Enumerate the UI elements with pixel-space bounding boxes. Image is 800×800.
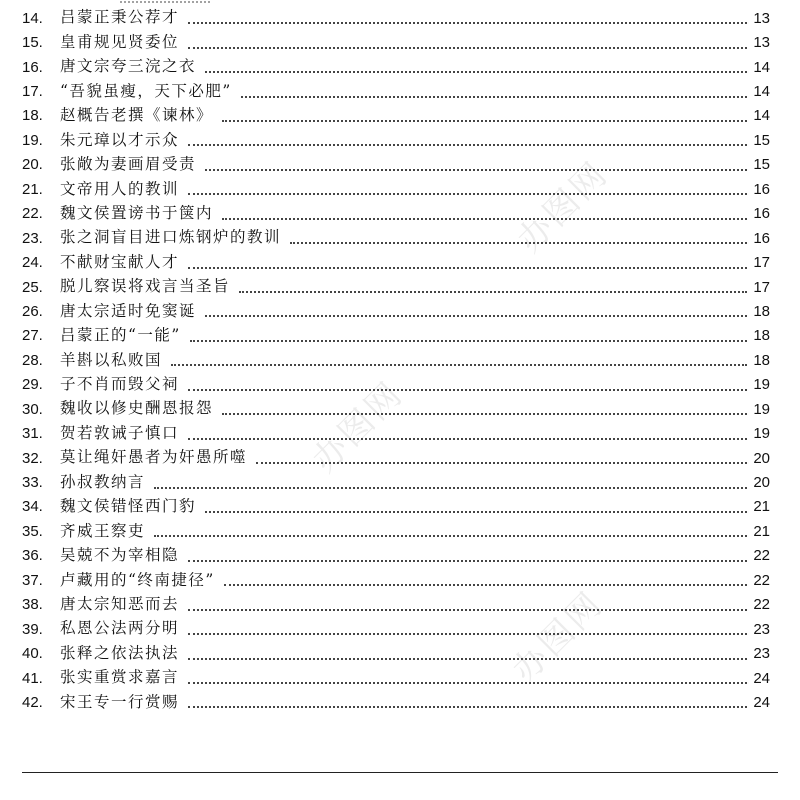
entry-title[interactable]: “吾貌虽瘦，天下必肥” [60, 81, 232, 100]
page-number[interactable]: 15 [753, 131, 770, 149]
entry-number: 40. [22, 645, 43, 663]
entry-title[interactable]: 张实重赏求嘉言 [60, 668, 180, 687]
page-number[interactable]: 24 [753, 693, 770, 711]
entry-number: 32. [22, 449, 43, 467]
dot-leader [239, 291, 747, 293]
entry-number: 29. [22, 376, 43, 394]
toc-entry[interactable] [22, 226, 770, 250]
dot-leader [222, 218, 747, 220]
page-number[interactable]: 18 [753, 302, 770, 320]
dot-leader [188, 389, 747, 391]
entry-number: 33. [22, 474, 43, 492]
entry-number: 24. [22, 254, 43, 272]
entry-title[interactable]: 莫让绳奸愚者为奸愚所噬 [60, 448, 248, 467]
entry-number: 36. [22, 547, 43, 565]
entry-number: 28. [22, 351, 43, 369]
dot-leader [154, 487, 747, 489]
page-number[interactable]: 20 [753, 474, 770, 492]
toc-entry[interactable] [22, 446, 770, 470]
toc-entry[interactable] [22, 373, 770, 397]
entry-title[interactable]: 吕蒙正秉公荐才 [60, 8, 180, 27]
dot-leader [188, 658, 747, 660]
entry-number: 20. [22, 156, 43, 174]
entry-title[interactable]: 不献财宝献人才 [60, 252, 180, 271]
dot-leader [188, 706, 747, 708]
page-number[interactable]: 20 [753, 449, 770, 467]
page-number[interactable]: 18 [753, 327, 770, 345]
page-number[interactable]: 18 [753, 351, 770, 369]
entry-title[interactable]: 吴兢不为宰相隐 [60, 546, 180, 565]
dot-leader [171, 364, 747, 366]
dot-leader [256, 462, 747, 464]
dot-leader [154, 535, 747, 537]
page-number[interactable]: 14 [753, 83, 770, 101]
toc-entry[interactable] [22, 202, 770, 226]
entry-number: 39. [22, 620, 43, 638]
toc-entry[interactable] [22, 617, 770, 641]
dot-leader [290, 242, 747, 244]
toc-entry[interactable] [22, 55, 770, 79]
toc-entry[interactable] [22, 690, 770, 714]
dot-leader [188, 193, 747, 195]
dot-leader [241, 96, 747, 98]
page-number[interactable]: 22 [753, 596, 770, 614]
entry-title[interactable]: 唐太宗知恶而去 [60, 594, 180, 613]
toc-entry[interactable] [22, 104, 770, 128]
page-number[interactable]: 14 [753, 58, 770, 76]
entry-number: 17. [22, 83, 43, 101]
page-number[interactable]: 21 [753, 522, 770, 540]
entry-title[interactable]: 卢藏用的“终南捷径” [60, 570, 215, 589]
dot-leader [188, 560, 747, 562]
toc-entry[interactable] [22, 6, 770, 30]
dot-leader [222, 120, 747, 122]
entry-title[interactable]: 贺若敦诫子慎口 [60, 423, 180, 442]
toc-entry[interactable] [22, 544, 770, 568]
entry-title[interactable]: 子不肖而毁父祠 [60, 375, 180, 394]
dot-leader [188, 47, 747, 49]
dot-leader [205, 169, 747, 171]
watermark: 办图网 [509, 153, 617, 261]
toc-entry[interactable] [22, 250, 770, 274]
entry-title[interactable]: 吕蒙正的“一能” [60, 326, 181, 345]
entry-number: 37. [22, 571, 43, 589]
dot-leader [222, 413, 747, 415]
entry-number: 19. [22, 131, 43, 149]
page-number[interactable]: 22 [753, 571, 770, 589]
entry-title[interactable]: 齐威王察吏 [60, 521, 146, 540]
entry-number: 26. [22, 302, 43, 320]
page-number[interactable]: 21 [753, 498, 770, 516]
page-number[interactable]: 16 [753, 205, 770, 223]
entry-title[interactable]: 脱儿察误将戏言当圣旨 [60, 277, 231, 296]
toc-entry[interactable] [22, 79, 770, 103]
page-number[interactable]: 24 [753, 669, 770, 687]
watermark: 办图网 [304, 373, 412, 481]
entry-number: 16. [22, 58, 43, 76]
dot-leader [190, 340, 747, 342]
dot-leader [188, 682, 747, 684]
entry-number: 18. [22, 107, 43, 125]
toc-entry[interactable] [22, 666, 770, 690]
toc-entry[interactable] [22, 593, 770, 617]
page-number[interactable]: 16 [753, 229, 770, 247]
entry-title[interactable]: 张敞为妻画眉受责 [60, 155, 197, 174]
entry-number: 35. [22, 522, 43, 540]
entry-number: 42. [22, 693, 43, 711]
entry-title[interactable]: 羊斟以私败国 [60, 350, 163, 369]
entry-title[interactable]: 魏文侯错怪西门豹 [60, 497, 197, 516]
toc-entry[interactable] [22, 30, 770, 54]
page-number[interactable]: 19 [753, 376, 770, 394]
entry-title[interactable]: 文帝用人的教训 [60, 179, 180, 198]
toc-entry[interactable] [22, 153, 770, 177]
entry-number: 27. [22, 327, 43, 345]
dot-leader [188, 438, 747, 440]
dot-leader [205, 315, 747, 317]
page-number[interactable]: 16 [753, 180, 770, 198]
cropped-previous-entry [120, 0, 210, 3]
entry-title[interactable]: 魏收以修史酬恩报怨 [60, 399, 214, 418]
page-number[interactable]: 17 [753, 254, 770, 272]
entry-number: 21. [22, 180, 43, 198]
page-number[interactable]: 14 [753, 107, 770, 125]
page-number[interactable]: 23 [753, 620, 770, 638]
toc-entry[interactable] [22, 470, 770, 494]
entry-title[interactable]: 宋王专一行赏赐 [60, 692, 180, 711]
page-number[interactable]: 22 [753, 547, 770, 565]
entry-number: 23. [22, 229, 43, 247]
entry-number: 31. [22, 425, 43, 443]
entry-number: 14. [22, 9, 43, 27]
toc-entry[interactable] [22, 299, 770, 323]
entry-title[interactable]: 张释之依法执法 [60, 643, 180, 662]
entry-title[interactable]: 赵概告老撰《谏林》 [60, 106, 214, 125]
entry-number: 15. [22, 34, 43, 52]
entry-title[interactable]: 张之洞盲目进口炼钢炉的教训 [60, 228, 282, 247]
toc-entry[interactable] [22, 421, 770, 445]
entry-number: 41. [22, 669, 43, 687]
entry-number: 25. [22, 278, 43, 296]
dot-leader [224, 584, 747, 586]
entry-number: 34. [22, 498, 43, 516]
entry-title[interactable]: 皇甫规见贤委位 [60, 32, 180, 51]
toc-entry[interactable] [22, 275, 770, 299]
entry-number: 38. [22, 596, 43, 614]
dot-leader [188, 609, 747, 611]
toc-entry[interactable] [22, 519, 770, 543]
footer-divider [22, 772, 778, 773]
toc-entry[interactable] [22, 324, 770, 348]
toc-entry[interactable] [22, 177, 770, 201]
watermark: 办图网 [504, 583, 612, 691]
toc-entry[interactable] [22, 568, 770, 592]
toc-entry[interactable] [22, 397, 770, 421]
page-number[interactable]: 23 [753, 645, 770, 663]
dot-leader [188, 633, 747, 635]
entry-title[interactable]: 魏文侯置谤书于箧内 [60, 203, 214, 222]
page-number[interactable]: 13 [753, 9, 770, 27]
dot-leader [188, 267, 747, 269]
dot-leader [205, 511, 747, 513]
toc-entry[interactable] [22, 348, 770, 372]
toc-entry[interactable] [22, 495, 770, 519]
entry-title[interactable]: 私恩公法两分明 [60, 619, 180, 638]
entry-number: 22. [22, 205, 43, 223]
dot-leader [205, 71, 747, 73]
entry-number: 30. [22, 400, 43, 418]
page-number[interactable]: 19 [753, 400, 770, 418]
entry-title[interactable]: 朱元璋以才示众 [60, 130, 180, 149]
entry-title[interactable]: 唐太宗适时免窦诞 [60, 301, 197, 320]
page-number[interactable]: 19 [753, 425, 770, 443]
dot-leader [188, 144, 747, 146]
page-number[interactable]: 15 [753, 156, 770, 174]
toc-entry[interactable] [22, 641, 770, 665]
dot-leader [188, 22, 747, 24]
table-of-contents [22, 6, 770, 715]
entry-title[interactable]: 唐文宗夸三浣之衣 [60, 57, 197, 76]
toc-entry[interactable] [22, 128, 770, 152]
entry-title[interactable]: 孙叔教纳言 [60, 472, 146, 491]
page-number[interactable]: 13 [753, 34, 770, 52]
page-number[interactable]: 17 [753, 278, 770, 296]
